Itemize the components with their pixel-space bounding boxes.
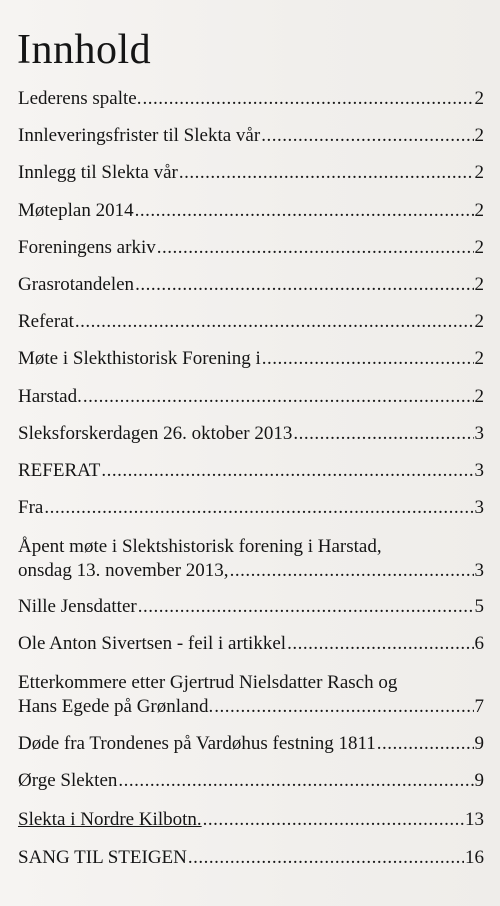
entry-title: Hans Egede på Grønland. xyxy=(18,696,214,717)
leader-dots xyxy=(377,732,474,756)
leader-dots xyxy=(83,385,474,409)
toc-entry xyxy=(18,846,484,870)
toc-entry xyxy=(18,769,484,793)
leader-dots xyxy=(188,846,464,870)
leader-dots xyxy=(135,199,474,223)
toc-entry xyxy=(18,671,484,719)
entry-page: 9 xyxy=(474,733,484,754)
entry-page: 9 xyxy=(474,770,484,791)
toc-entry xyxy=(18,124,484,148)
leader-dots xyxy=(75,310,474,334)
toc-entry xyxy=(18,595,484,619)
entry-page: 3 xyxy=(474,560,484,581)
entry-title: Slekta i Nordre Kilbotn. xyxy=(18,809,202,830)
leader-dots xyxy=(179,161,474,185)
leader-dots xyxy=(293,422,473,446)
entry-title-line-1: Etterkommere etter Gjertrud Nielsdatter Rasch og xyxy=(18,672,398,693)
toc-entry xyxy=(18,310,484,334)
leader-dots xyxy=(101,459,473,483)
leader-dots xyxy=(157,236,474,260)
entry-page: 2 xyxy=(474,274,484,295)
entry-page: 3 xyxy=(474,497,484,518)
entry-title: Ørge Slekten xyxy=(18,770,118,791)
toc-entry xyxy=(18,161,484,185)
toc-entry xyxy=(18,87,484,111)
entry-title: Innlegg til Slekta vår xyxy=(18,162,178,183)
toc-entry xyxy=(18,808,484,832)
toc-entry xyxy=(18,732,484,756)
toc-entry xyxy=(18,459,484,483)
entry-title: Døde fra Trondenes på Vardøhus festning 1811 xyxy=(18,733,376,754)
leader-dots xyxy=(261,124,473,148)
entry-page: 2 xyxy=(474,386,484,407)
entry-title: Fra xyxy=(18,497,44,518)
entry-title: Ole Anton Sivertsen - feil i artikkel xyxy=(18,633,287,654)
leader-dots xyxy=(142,87,473,111)
entry-title: REFERAT xyxy=(18,460,101,481)
entry-title: Sleksforskerdagen 26. oktober 2013 xyxy=(18,423,293,444)
entry-title: Referat xyxy=(18,311,74,332)
entry-title: onsdag 13. november 2013, xyxy=(18,560,229,581)
entry-title: Møte i Slekthistorisk Forening i xyxy=(18,348,261,369)
entry-page: 16 xyxy=(465,847,484,868)
entry-title: Innleveringsfrister til Slekta vår xyxy=(18,125,261,146)
entry-page: 6 xyxy=(474,633,484,654)
leader-dots xyxy=(203,808,464,832)
toc-entry xyxy=(18,496,484,520)
page-title: Innhold xyxy=(17,27,152,73)
entry-page: 7 xyxy=(474,696,484,717)
toc-entry xyxy=(18,385,484,409)
entry-title: Nille Jensdatter xyxy=(18,596,137,617)
toc-entry xyxy=(18,422,484,446)
entry-page: 2 xyxy=(474,200,484,221)
entry-title: Møteplan 2014 xyxy=(18,200,134,221)
leader-dots xyxy=(44,496,473,520)
leader-dots xyxy=(287,632,473,656)
entry-page: 3 xyxy=(474,460,484,481)
toc-entry xyxy=(18,236,484,260)
toc-entry xyxy=(18,199,484,223)
leader-dots xyxy=(262,347,474,371)
entry-page: 2 xyxy=(474,162,484,183)
toc-entry xyxy=(18,632,484,656)
entry-title: SANG TIL STEIGEN xyxy=(18,847,187,868)
entry-title: Grasrotandelen xyxy=(18,274,135,295)
leader-dots xyxy=(214,695,473,719)
leader-dots xyxy=(138,595,474,619)
entry-page: 13 xyxy=(465,809,484,830)
toc-entry xyxy=(18,347,484,371)
toc-entry xyxy=(18,535,484,583)
entry-page: 5 xyxy=(474,596,484,617)
entry-title: Harstad. xyxy=(18,386,82,407)
leader-dots xyxy=(118,769,473,793)
leader-dots xyxy=(135,273,473,297)
entry-title: Foreningens arkiv xyxy=(18,237,156,258)
entry-title: Lederens spalte. xyxy=(18,88,142,109)
toc-entry xyxy=(18,273,484,297)
entry-page: 3 xyxy=(474,423,484,444)
entry-page: 2 xyxy=(474,237,484,258)
entry-page: 2 xyxy=(474,88,484,109)
leader-dots xyxy=(230,559,474,583)
entry-page: 2 xyxy=(474,311,484,332)
entry-title-line-1: Åpent møte i Slektshistorisk forening i Harstad, xyxy=(18,536,382,557)
entry-page: 2 xyxy=(474,125,484,146)
entry-page: 2 xyxy=(474,348,484,369)
